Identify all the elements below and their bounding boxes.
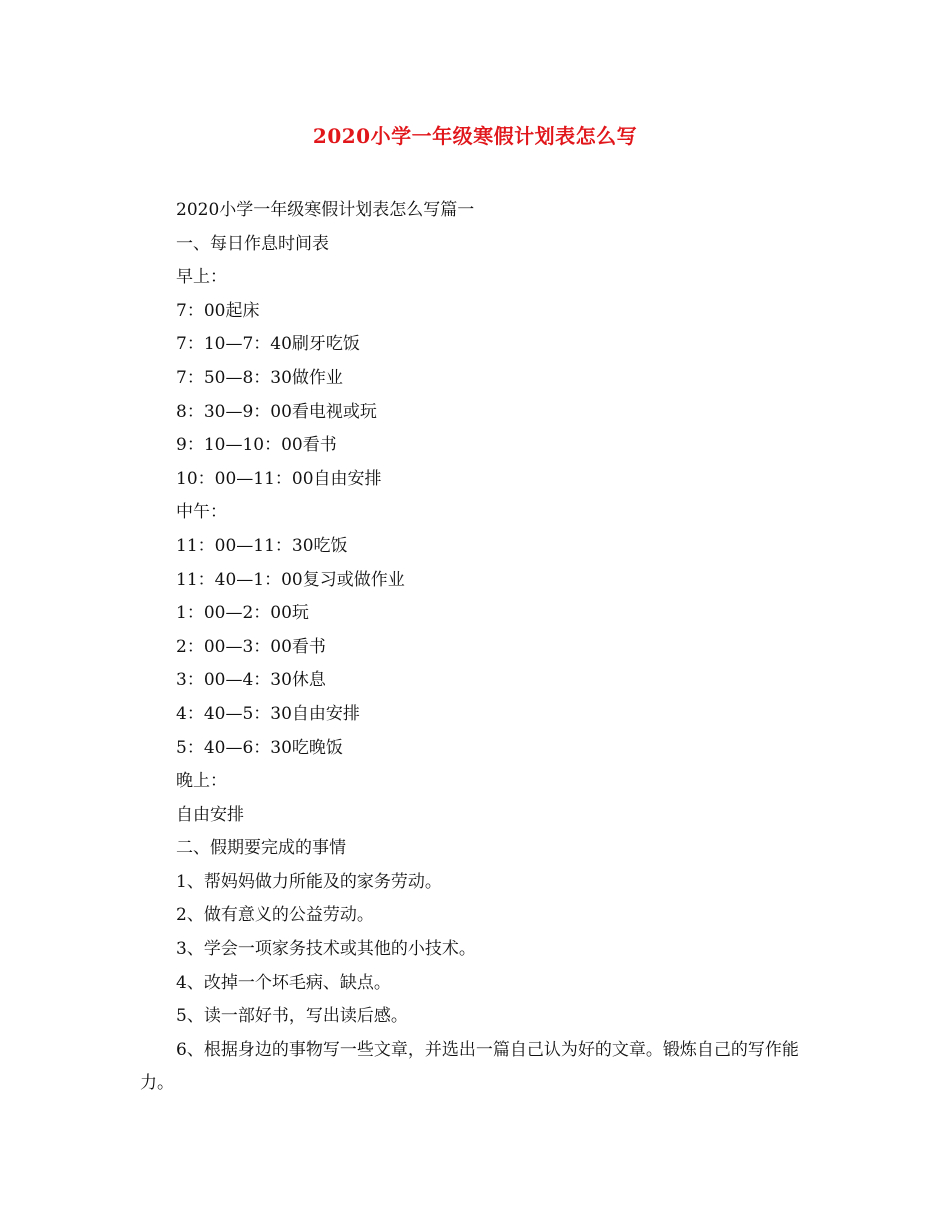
schedule-item: 7：10—7：40刷牙吃饭 [176,334,360,355]
document-title: 2020小学一年级寒假计划表怎么写 [312,124,638,148]
document-body [140,194,820,1101]
subsection-heading: 一、每日作息时间表 [176,233,329,254]
schedule-item: 4：40—5：30自由安排 [176,703,360,724]
schedule-item: 7：00起床 [176,300,260,321]
schedule-item: 5：40—6：30吃晚饭 [176,737,343,758]
schedule-period: 晚上： [176,771,227,792]
task-item: 3、学会一项家务技术或其他的小技术。 [176,939,476,960]
schedule-item: 1：00—2：00玩 [176,603,309,624]
schedule-item: 9：10—10：00看书 [176,435,337,456]
task-item-paragraph: 6、根据身边的事物写一些文章，并选出一篇自己认为好的文章。锻炼自己的写作能力。 [140,1039,799,1094]
task-item: 2、做有意义的公益劳动。 [176,905,374,926]
schedule-item: 10：00—11：00自由安排 [176,468,382,489]
schedule-item: 11：00—11：30吃饭 [176,535,348,556]
section-heading: 2020小学一年级寒假计划表怎么写篇一 [176,200,475,220]
schedule-period: 早上： [176,267,227,288]
schedule-period: 中午： [176,502,227,523]
task-item: 5、读一部好书，写出读后感。 [176,1006,408,1027]
schedule-item: 7：50—8：30做作业 [176,367,343,388]
schedule-item: 2：00—3：00看书 [176,636,326,657]
schedule-item: 11：40—1：00复习或做作业 [176,569,405,590]
task-item: 1、帮妈妈做力所能及的家务劳动。 [176,871,442,892]
schedule-item: 8：30—9：00看电视或玩 [176,401,377,422]
schedule-item: 3：00—4：30休息 [176,670,326,691]
task-item: 4、改掉一个坏毛病、缺点。 [176,972,391,993]
schedule-item: 自由安排 [176,804,244,825]
subsection-heading: 二、假期要完成的事情 [176,838,346,859]
